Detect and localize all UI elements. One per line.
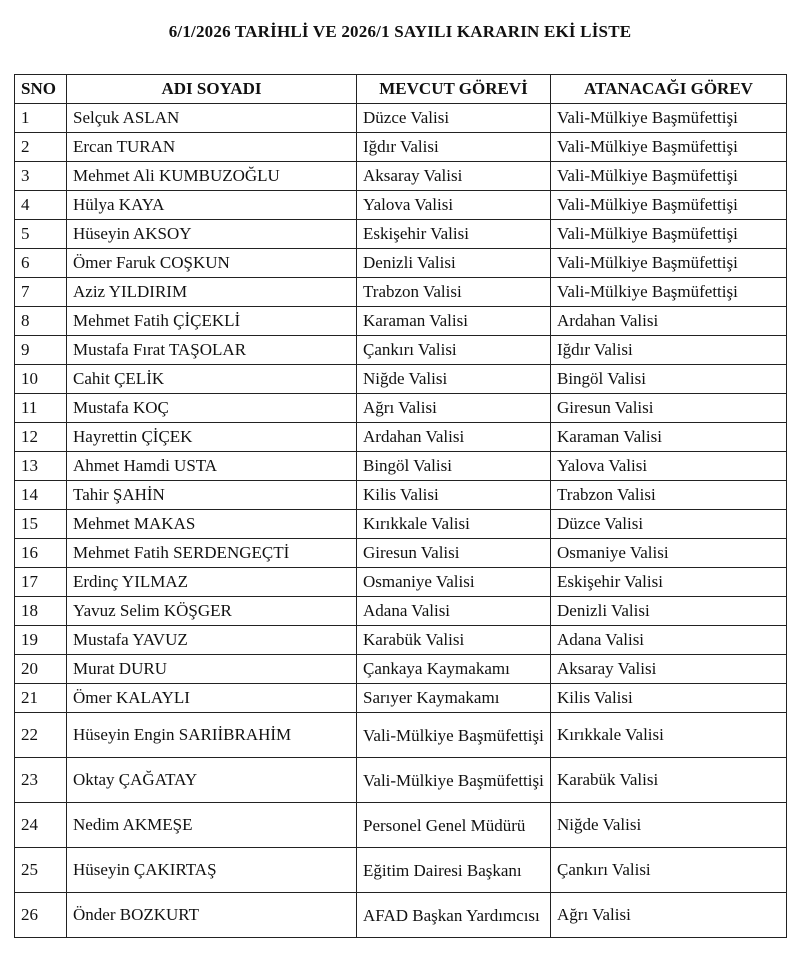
row-name: Nedim AKMEŞE — [67, 803, 357, 848]
row-assigned-duty: Düzce Valisi — [551, 510, 787, 539]
row-current-duty: Kilis Valisi — [357, 481, 551, 510]
row-name: Mehmet MAKAS — [67, 510, 357, 539]
row-assigned-duty: Ağrı Valisi — [551, 893, 787, 938]
row-assigned-duty: Trabzon Valisi — [551, 481, 787, 510]
row-name: Mehmet Ali KUMBUZOĞLU — [67, 162, 357, 191]
row-current-duty: Bingöl Valisi — [357, 452, 551, 481]
table-row — [15, 893, 787, 938]
row-name: Hüseyin ÇAKIRTAŞ — [67, 848, 357, 893]
row-sno: 1 — [15, 104, 67, 133]
row-assigned-duty: Ardahan Valisi — [551, 307, 787, 336]
row-assigned-duty: Vali-Mülkiye Başmüfettişi — [551, 162, 787, 191]
row-current-duty: Aksaray Valisi — [357, 162, 551, 191]
row-assigned-duty: Aksaray Valisi — [551, 655, 787, 684]
row-current-duty: Niğde Valisi — [357, 365, 551, 394]
row-sno: 22 — [15, 713, 67, 758]
row-assigned-duty: Bingöl Valisi — [551, 365, 787, 394]
table-header-row — [15, 75, 787, 104]
table-row — [15, 510, 787, 539]
row-name: Ömer Faruk COŞKUN — [67, 249, 357, 278]
row-sno: 11 — [15, 394, 67, 423]
table-row — [15, 162, 787, 191]
row-current-duty: Yalova Valisi — [357, 191, 551, 220]
row-assigned-duty: Kırıkkale Valisi — [551, 713, 787, 758]
row-assigned-duty: Iğdır Valisi — [551, 336, 787, 365]
table-row — [15, 249, 787, 278]
row-current-duty: Iğdır Valisi — [357, 133, 551, 162]
row-current-duty: AFAD Başkan Yardımcısı — [357, 893, 551, 938]
row-assigned-duty: Giresun Valisi — [551, 394, 787, 423]
table-row — [15, 133, 787, 162]
row-name: Tahir ŞAHİN — [67, 481, 357, 510]
table-row — [15, 307, 787, 336]
row-sno: 17 — [15, 568, 67, 597]
row-sno: 2 — [15, 133, 67, 162]
row-current-duty: Karabük Valisi — [357, 626, 551, 655]
row-assigned-duty: Vali-Mülkiye Başmüfettişi — [551, 133, 787, 162]
row-sno: 12 — [15, 423, 67, 452]
row-current-duty: Çankırı Valisi — [357, 336, 551, 365]
row-current-duty: Denizli Valisi — [357, 249, 551, 278]
table-row — [15, 568, 787, 597]
row-name: Mustafa Fırat TAŞOLAR — [67, 336, 357, 365]
table-row — [15, 365, 787, 394]
row-name: Mehmet Fatih SERDENGEÇTİ — [67, 539, 357, 568]
row-sno: 23 — [15, 758, 67, 803]
row-name: Hülya KAYA — [67, 191, 357, 220]
row-assigned-duty: Osmaniye Valisi — [551, 539, 787, 568]
row-name: Mustafa KOÇ — [67, 394, 357, 423]
table-row — [15, 394, 787, 423]
row-name: Mehmet Fatih ÇİÇEKLİ — [67, 307, 357, 336]
row-current-duty: Osmaniye Valisi — [357, 568, 551, 597]
table-row — [15, 278, 787, 307]
table-row — [15, 655, 787, 684]
column-header-sno: SNO — [15, 75, 67, 104]
row-assigned-duty: Vali-Mülkiye Başmüfettişi — [551, 104, 787, 133]
table-row — [15, 848, 787, 893]
table-row — [15, 803, 787, 848]
appointment-list-table — [14, 74, 787, 938]
row-sno: 24 — [15, 803, 67, 848]
row-current-duty: Düzce Valisi — [357, 104, 551, 133]
row-name: Yavuz Selim KÖŞGER — [67, 597, 357, 626]
row-name: Ercan TURAN — [67, 133, 357, 162]
row-sno: 18 — [15, 597, 67, 626]
row-sno: 9 — [15, 336, 67, 365]
row-assigned-duty: Karaman Valisi — [551, 423, 787, 452]
table-row — [15, 758, 787, 803]
table-row — [15, 423, 787, 452]
row-sno: 14 — [15, 481, 67, 510]
column-header-name: ADI SOYADI — [67, 75, 357, 104]
column-header-assigned-duty: ATANACAĞI GÖREV — [551, 75, 787, 104]
table-row — [15, 626, 787, 655]
row-assigned-duty: Vali-Mülkiye Başmüfettişi — [551, 191, 787, 220]
table-row — [15, 481, 787, 510]
row-name: Ömer KALAYLI — [67, 684, 357, 713]
row-sno: 26 — [15, 893, 67, 938]
row-sno: 7 — [15, 278, 67, 307]
row-assigned-duty: Karabük Valisi — [551, 758, 787, 803]
row-assigned-duty: Çankırı Valisi — [551, 848, 787, 893]
table-row — [15, 336, 787, 365]
row-current-duty: Eğitim Dairesi Başkanı — [357, 848, 551, 893]
table-row — [15, 191, 787, 220]
table-row — [15, 220, 787, 249]
row-name: Ahmet Hamdi USTA — [67, 452, 357, 481]
row-current-duty: Karaman Valisi — [357, 307, 551, 336]
row-assigned-duty: Vali-Mülkiye Başmüfettişi — [551, 278, 787, 307]
row-name: Hüseyin Engin SARIİBRAHİM — [67, 713, 357, 758]
row-sno: 16 — [15, 539, 67, 568]
table-row — [15, 452, 787, 481]
row-sno: 8 — [15, 307, 67, 336]
row-assigned-duty: Yalova Valisi — [551, 452, 787, 481]
row-current-duty: Ardahan Valisi — [357, 423, 551, 452]
row-sno: 13 — [15, 452, 67, 481]
row-current-duty: Giresun Valisi — [357, 539, 551, 568]
row-name: Hüseyin AKSOY — [67, 220, 357, 249]
row-name: Murat DURU — [67, 655, 357, 684]
row-current-duty: Çankaya Kaymakamı — [357, 655, 551, 684]
row-assigned-duty: Eskişehir Valisi — [551, 568, 787, 597]
row-name: Erdinç YILMAZ — [67, 568, 357, 597]
row-assigned-duty: Vali-Mülkiye Başmüfettişi — [551, 249, 787, 278]
row-sno: 15 — [15, 510, 67, 539]
row-sno: 10 — [15, 365, 67, 394]
row-current-duty: Personel Genel Müdürü — [357, 803, 551, 848]
table-row — [15, 713, 787, 758]
table-row — [15, 539, 787, 568]
row-sno: 20 — [15, 655, 67, 684]
row-sno: 3 — [15, 162, 67, 191]
row-sno: 19 — [15, 626, 67, 655]
row-assigned-duty: Kilis Valisi — [551, 684, 787, 713]
row-name: Cahit ÇELİK — [67, 365, 357, 394]
row-current-duty: Vali-Mülkiye Başmüfettişi — [357, 758, 551, 803]
row-assigned-duty: Niğde Valisi — [551, 803, 787, 848]
table-row — [15, 597, 787, 626]
row-current-duty: Kırıkkale Valisi — [357, 510, 551, 539]
row-current-duty: Vali-Mülkiye Başmüfettişi — [357, 713, 551, 758]
row-sno: 21 — [15, 684, 67, 713]
row-sno: 6 — [15, 249, 67, 278]
row-assigned-duty: Denizli Valisi — [551, 597, 787, 626]
table-row — [15, 684, 787, 713]
row-name: Selçuk ASLAN — [67, 104, 357, 133]
row-sno: 25 — [15, 848, 67, 893]
row-current-duty: Eskişehir Valisi — [357, 220, 551, 249]
row-assigned-duty: Vali-Mülkiye Başmüfettişi — [551, 220, 787, 249]
row-name: Mustafa YAVUZ — [67, 626, 357, 655]
row-current-duty: Ağrı Valisi — [357, 394, 551, 423]
column-header-current-duty: MEVCUT GÖREVİ — [357, 75, 551, 104]
row-current-duty: Sarıyer Kaymakamı — [357, 684, 551, 713]
row-current-duty: Trabzon Valisi — [357, 278, 551, 307]
table-row — [15, 104, 787, 133]
row-current-duty: Adana Valisi — [357, 597, 551, 626]
document-title: 6/1/2026 TARİHLİ VE 2026/1 SAYILI KARARIN EKİ LİSTE — [168, 22, 632, 41]
row-sno: 5 — [15, 220, 67, 249]
row-assigned-duty: Adana Valisi — [551, 626, 787, 655]
row-sno: 4 — [15, 191, 67, 220]
row-name: Oktay ÇAĞATAY — [67, 758, 357, 803]
row-name: Hayrettin ÇİÇEK — [67, 423, 357, 452]
row-name: Önder BOZKURT — [67, 893, 357, 938]
row-name: Aziz YILDIRIM — [67, 278, 357, 307]
